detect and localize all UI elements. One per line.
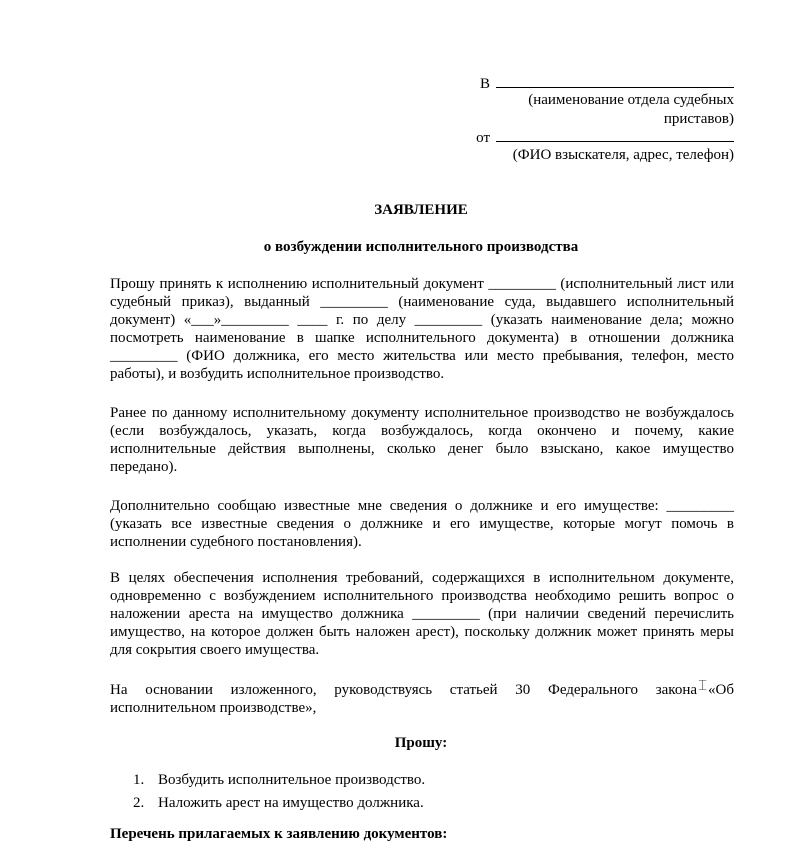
document-subtitle: о возбуждении исполнительного производства (263, 239, 579, 255)
recipient-line (480, 73, 734, 93)
paragraph-5 (110, 676, 734, 717)
recipient-note (528, 91, 734, 129)
sender-note: (ФИО взыскателя, адрес, телефон) (512, 147, 734, 163)
list-item-text: Возбудить исполнительное производство. (158, 772, 426, 788)
attachments-heading: Перечень прилагаемых к заявлению документов: (110, 826, 448, 842)
recipient-blank (496, 73, 734, 88)
paragraph-2-text: Ранее по данному исполнительному документу исполнительное производство не возбуждалось (если возбуждалось, указать, когда возбуждалось, когда окончено и почему, какие исполнительные действия выполнены, сколько денег было взыскано, какое имущество передано). (110, 405, 734, 475)
recipient-note-line2: приставов) (663, 111, 734, 127)
list-item-text: Наложить арест на имущество должника. (158, 795, 424, 811)
paragraph-5-part2: «Об исполнительном производстве», (110, 682, 734, 716)
request-list (133, 769, 693, 815)
sender-blank (496, 127, 734, 142)
list-item (133, 792, 693, 815)
paragraph-3 (110, 497, 734, 551)
list-item-number: 2. (133, 795, 145, 811)
text-cursor-icon: ⌶ (698, 676, 708, 694)
paragraph-1 (110, 275, 734, 383)
paragraph-2 (110, 404, 734, 476)
paragraph-5-text (110, 676, 734, 717)
recipient-note-line1: (наименование отдела судебных (528, 92, 734, 108)
sender-prefix: от (476, 130, 490, 146)
document-title: ЗАЯВЛЕНИЕ (374, 202, 468, 218)
paragraph-1-text: Прошу принять к исполнению исполнительный документ _________ (исполнительный лист или судебный приказ), выданный _________ (наименование суда, выдавшего исполнительный документ) «___»_________ ____ г. по делу _________ (указать наименование дела; можно посмотреть наименование в шапке исполнительного документа) в отношении должника _________ (ФИО должника, его место жительства или место пребывания, телефон, место работы), и возбудить исполнительное производство. (110, 276, 734, 382)
request-heading: Прошу: (394, 735, 448, 751)
list-item (133, 769, 693, 792)
paragraph-4 (110, 569, 734, 659)
recipient-prefix: В (479, 76, 490, 92)
paragraph-5-part1: На основании изложенного, руководствуясь статьей 30 Федерального закона (110, 682, 698, 698)
sender-line (476, 127, 734, 147)
list-item-number: 1. (133, 772, 145, 788)
paragraph-4-text: В целях обеспечения исполнения требований, содержащихся в исполнительном документе, одновременно с возбуждением исполнительного производства необходимо решить вопрос о наложении ареста на имущество должника _________ (при наличии сведений перечислить имущество, на которое должен быть наложен арест), поскольку должник может принять меры для сокрытия своего имущества. (110, 570, 734, 658)
paragraph-3-text: Дополнительно сообщаю известные мне сведения о должнике и его имуществе: _________ (указать все известные сведения о должнике и его имуществе, которые могут помочь в исполнении судебного постановления). (110, 498, 734, 550)
